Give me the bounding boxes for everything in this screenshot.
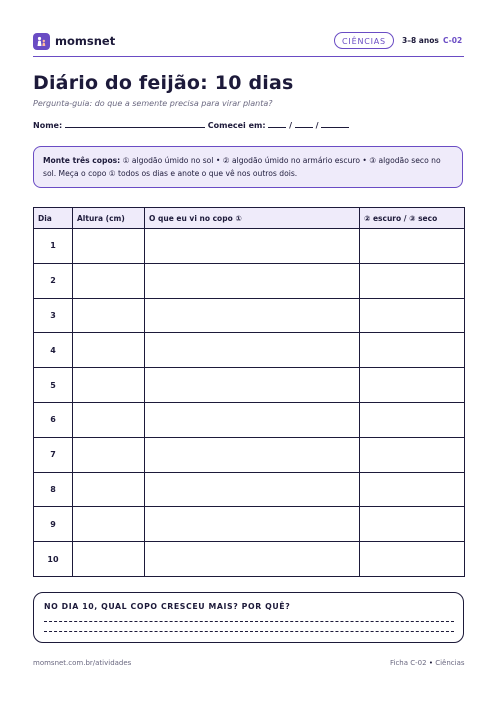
name-field[interactable] bbox=[65, 119, 205, 128]
table-row bbox=[34, 368, 465, 403]
cups-2-3-cell[interactable] bbox=[360, 507, 465, 542]
answer-line[interactable] bbox=[44, 621, 454, 622]
cups-2-3-cell[interactable] bbox=[360, 298, 465, 333]
start-year-field[interactable] bbox=[321, 119, 349, 128]
cups-2-3-cell[interactable] bbox=[360, 437, 465, 472]
table-row bbox=[34, 472, 465, 507]
table-row bbox=[34, 333, 465, 368]
footer-subject: Ciências bbox=[435, 659, 465, 667]
cup-1-cell[interactable] bbox=[145, 402, 360, 437]
cups-2-3-cell[interactable] bbox=[360, 472, 465, 507]
height-cell[interactable] bbox=[73, 472, 145, 507]
day-number: 2 bbox=[34, 263, 73, 298]
height-cell[interactable] bbox=[73, 437, 145, 472]
height-cell[interactable] bbox=[73, 263, 145, 298]
cup-1-cell[interactable] bbox=[145, 507, 360, 542]
footer-sheet: Ficha C-02 bbox=[390, 659, 427, 667]
day-number: 5 bbox=[34, 368, 73, 403]
day-number: 8 bbox=[34, 472, 73, 507]
table-row bbox=[34, 402, 465, 437]
day-number: 10 bbox=[34, 542, 73, 577]
table-header-row bbox=[34, 208, 465, 229]
cup-1-cell[interactable] bbox=[145, 542, 360, 577]
instructions-lead: Monte três copos: bbox=[43, 156, 121, 165]
cups-2-3-cell[interactable] bbox=[360, 402, 465, 437]
table-row bbox=[34, 298, 465, 333]
cup-1-cell[interactable] bbox=[145, 368, 360, 403]
logo-icon bbox=[33, 33, 50, 50]
instructions-text: ① algodão úmido no sol • ② algodão úmido no armário escuro • ③ algodão seco no sol. Meça o copo ① todos os dias e anote o que vê nos outros dois. bbox=[43, 156, 441, 178]
day-number: 1 bbox=[34, 229, 73, 264]
table-row bbox=[34, 507, 465, 542]
cups-2-3-cell[interactable] bbox=[360, 542, 465, 577]
brand-name: momsnet bbox=[55, 34, 116, 48]
cup-1-cell[interactable] bbox=[145, 298, 360, 333]
col-header-cup-1: O que eu vi no copo ① bbox=[145, 208, 360, 229]
cups-2-3-cell[interactable] bbox=[360, 229, 465, 264]
height-cell[interactable] bbox=[73, 368, 145, 403]
header bbox=[33, 32, 464, 54]
age-range: 3–8 anos bbox=[402, 36, 439, 45]
footer-bullet: • bbox=[428, 659, 433, 667]
start-date-label: Comecei em: bbox=[207, 121, 266, 130]
start-month-field[interactable] bbox=[295, 119, 313, 128]
cup-1-cell[interactable] bbox=[145, 263, 360, 298]
subject-pill: CIÊNCIAS bbox=[334, 32, 394, 49]
cups-2-3-cell[interactable] bbox=[360, 333, 465, 368]
footer-url: momsnet.com.br/atividades bbox=[33, 659, 132, 667]
day-number: 6 bbox=[34, 402, 73, 437]
guiding-question: Pergunta-guia: do que a semente precisa para virar planta? bbox=[33, 99, 273, 108]
col-header-day: Dia bbox=[34, 208, 73, 229]
cup-1-cell[interactable] bbox=[145, 333, 360, 368]
final-question-box bbox=[33, 592, 464, 643]
cups-2-3-cell[interactable] bbox=[360, 263, 465, 298]
day-number: 3 bbox=[34, 298, 73, 333]
day-number: 9 bbox=[34, 507, 73, 542]
cup-1-cell[interactable] bbox=[145, 437, 360, 472]
instructions-box bbox=[33, 146, 463, 188]
height-cell[interactable] bbox=[73, 507, 145, 542]
table-row bbox=[34, 229, 465, 264]
header-divider bbox=[33, 56, 464, 57]
start-day-field[interactable] bbox=[268, 119, 286, 128]
table-row bbox=[34, 542, 465, 577]
height-cell[interactable] bbox=[73, 402, 145, 437]
page-title: Diário do feijão: 10 dias bbox=[33, 72, 294, 94]
answer-line[interactable] bbox=[44, 631, 454, 632]
name-label: Nome: bbox=[33, 121, 63, 130]
col-header-cups-2-3: ② escuro / ③ seco bbox=[360, 208, 465, 229]
height-cell[interactable] bbox=[73, 229, 145, 264]
height-cell[interactable] bbox=[73, 542, 145, 577]
cups-2-3-cell[interactable] bbox=[360, 368, 465, 403]
name-row bbox=[33, 119, 349, 130]
footer-sheet-info bbox=[390, 659, 465, 667]
final-question: NO DIA 10, QUAL COPO CRESCEU MAIS? POR QUÊ? bbox=[44, 602, 291, 611]
date-separator: / bbox=[289, 121, 293, 130]
height-cell[interactable] bbox=[73, 333, 145, 368]
cup-1-cell[interactable] bbox=[145, 472, 360, 507]
height-cell[interactable] bbox=[73, 298, 145, 333]
table-row bbox=[34, 263, 465, 298]
col-header-height: Altura (cm) bbox=[73, 208, 145, 229]
date-separator: / bbox=[315, 121, 319, 130]
table-row bbox=[34, 437, 465, 472]
day-number: 4 bbox=[34, 333, 73, 368]
day-number: 7 bbox=[34, 437, 73, 472]
cup-1-cell[interactable] bbox=[145, 229, 360, 264]
observation-table bbox=[33, 207, 465, 577]
sheet-code: C-02 bbox=[443, 36, 463, 45]
